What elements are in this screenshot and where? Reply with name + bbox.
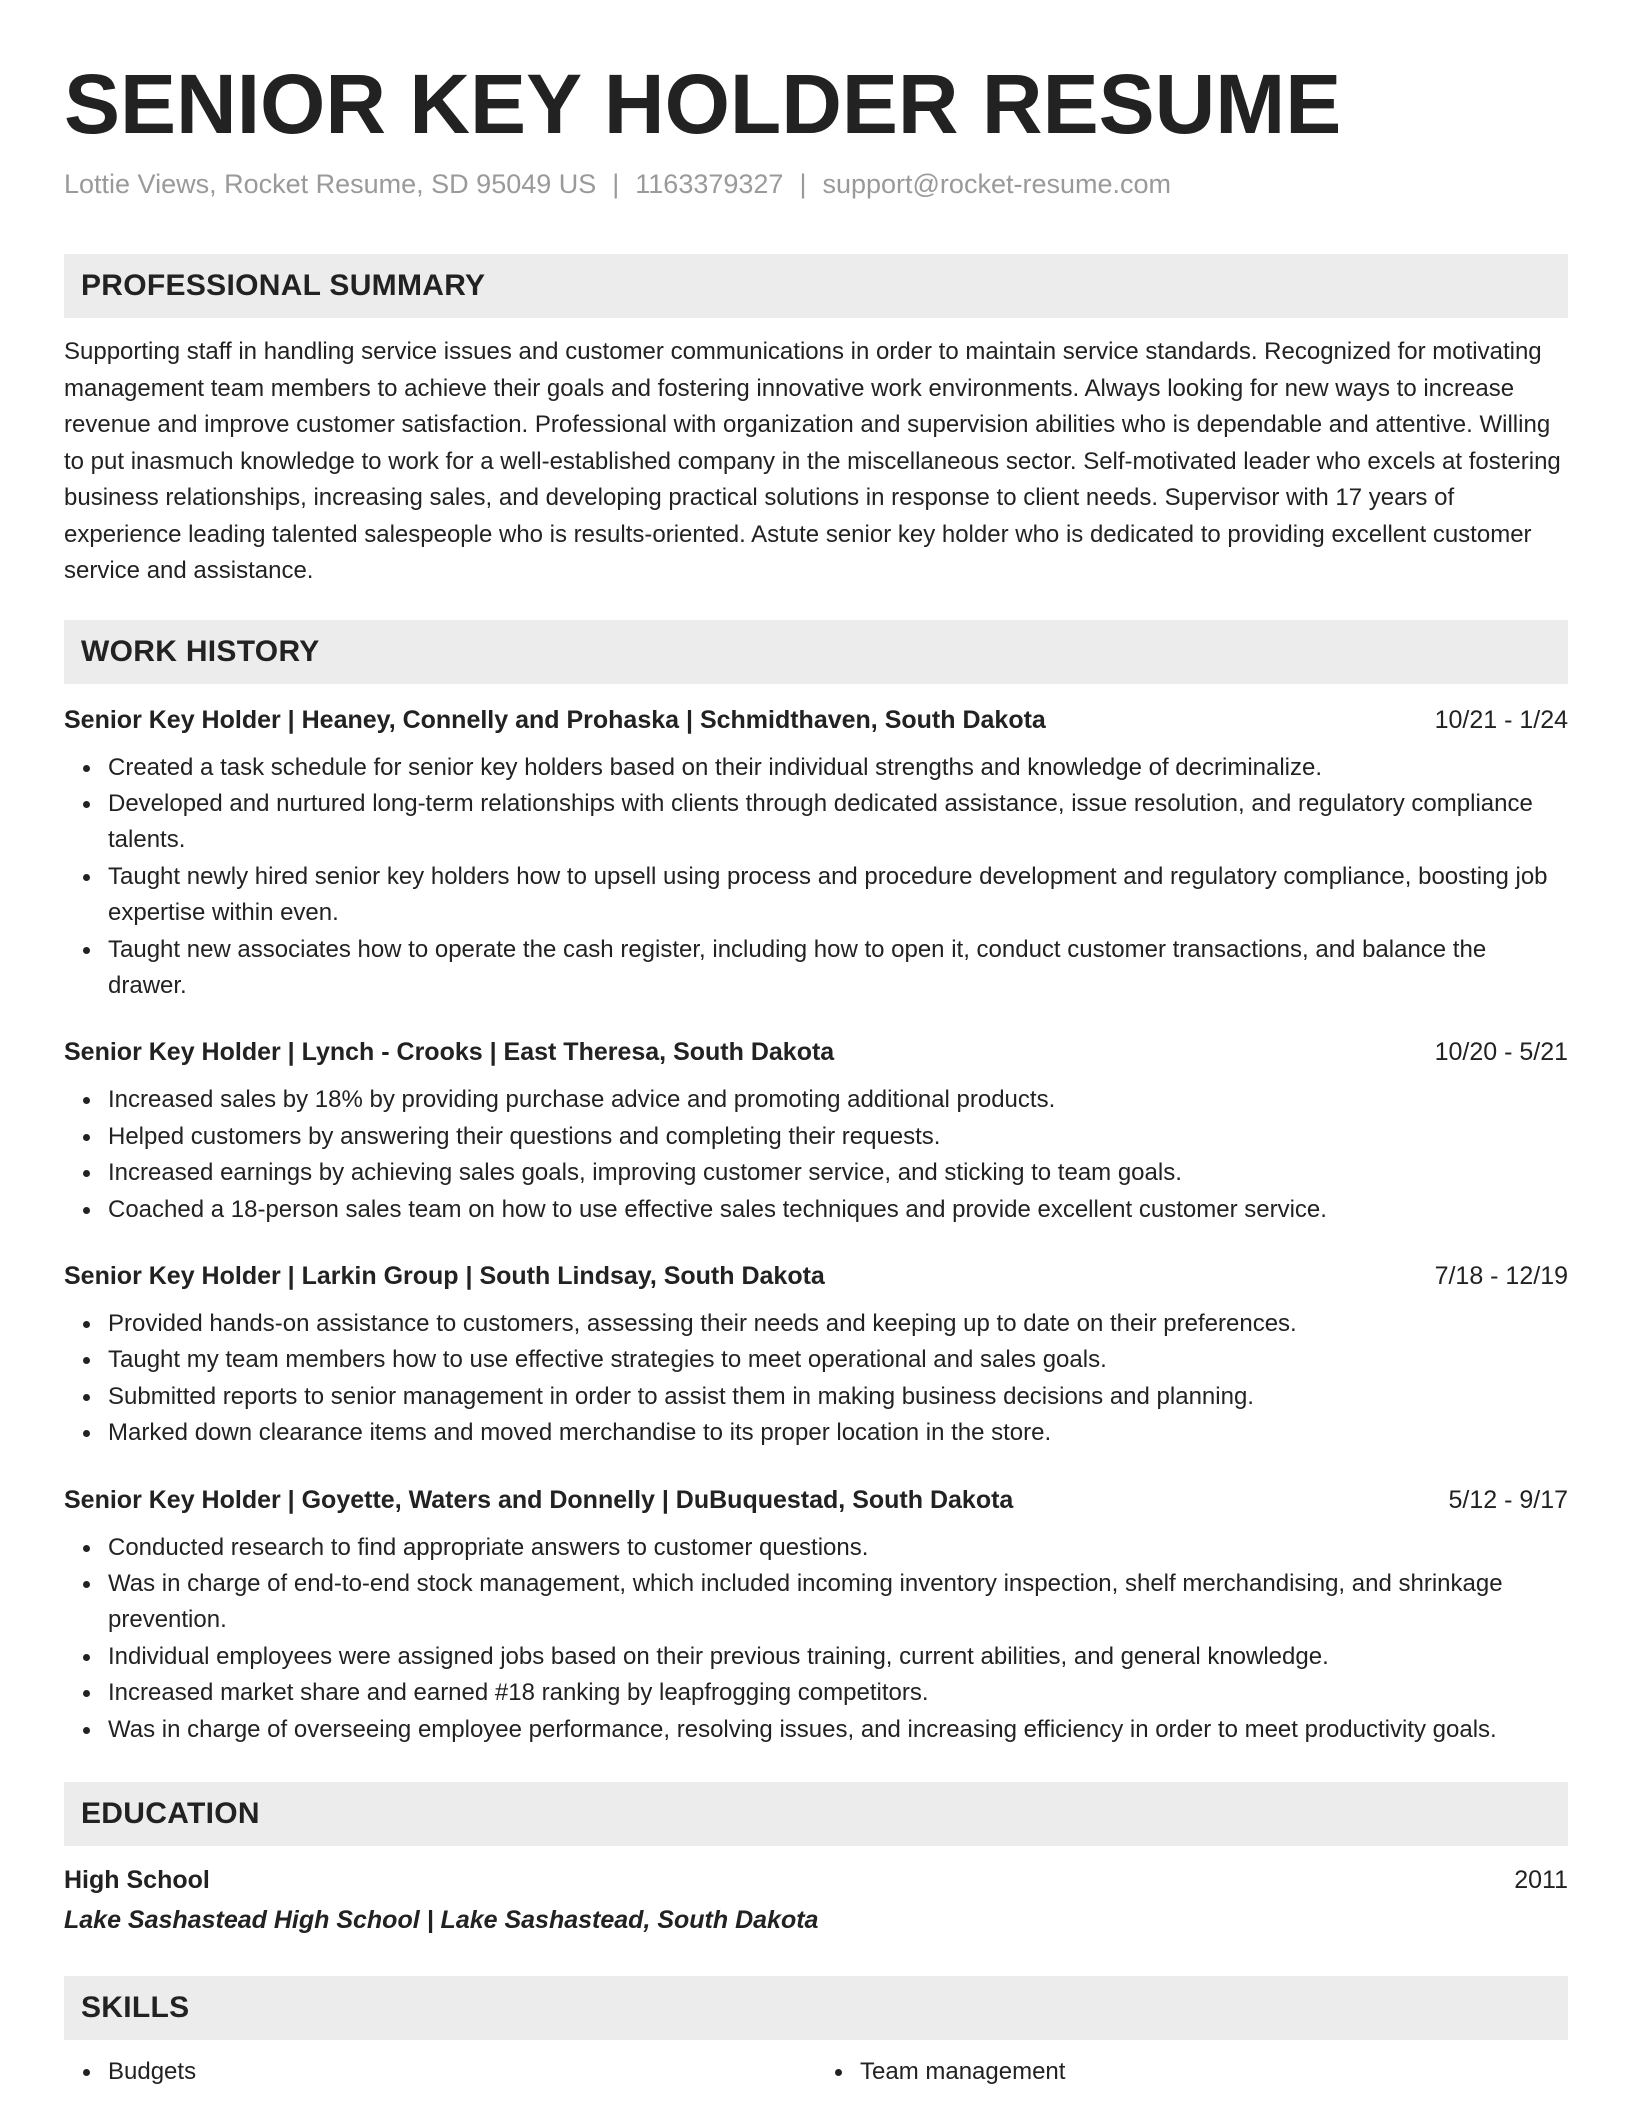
section-header-skills: SKILLS — [64, 1976, 1568, 2040]
resume-title: SENIOR KEY HOLDER RESUME — [64, 57, 1342, 151]
resume-page — [64, 0, 1568, 2090]
job-bullet: Helped customers by answering their questions and completing their requests. — [108, 1119, 1568, 1155]
job-header — [64, 1482, 1568, 1518]
job-bullet: Individual employees were assigned jobs based on their previous training, current abilities, and general knowledge. — [108, 1639, 1568, 1675]
job-dates: 10/21 - 1/24 — [1434, 705, 1568, 734]
contact-address: Lottie Views, Rocket Resume, SD 95049 US — [64, 169, 597, 199]
job-bullet: Marked down clearance items and moved merchandise to its proper location in the store. — [108, 1415, 1568, 1451]
education-entry — [64, 1862, 1568, 1938]
summary-text: Supporting staff in handling service issues and customer communications in order to maintain service standards. Recognized for motivating management team members to achieve their goals and fostering innovative work environments. Always looking for new ways to increase revenue and improve customer satisfaction. Professional with organization and supervision abilities who is dependable and attentive. Willing to put inasmuch knowledge to work for a well-established company in the miscellaneous sector. Self-motivated leader who excels at fostering business relationships, increasing sales, and developing practical solutions in response to client needs. Supervisor with 17 years of experience leading talented salespeople who is results-oriented. Astute senior key holder who is dedicated to providing excellent customer service and assistance. — [64, 338, 1561, 584]
job-bullet: Taught new associates how to operate the cash register, including how to open it, conduct customer transactions, and balance the drawer. — [108, 932, 1568, 1005]
job-bullet: Developed and nurtured long-term relationships with clients through dedicated assistance, issue resolution, and regulatory compliance talents. — [108, 786, 1568, 859]
job-dates: 10/20 - 5/21 — [1434, 1038, 1568, 1067]
education-school: Lake Sashastead High School | Lake Sashastead, South Dakota — [64, 1906, 819, 1935]
job-entry — [64, 702, 1568, 1005]
job-bullets — [64, 1530, 1568, 1748]
contact-phone: 1163379327 — [635, 169, 784, 199]
job-bullet: Submitted reports to senior management in order to assist them in making business decisions and planning. — [108, 1379, 1568, 1415]
contact-separator: | — [612, 169, 620, 199]
skill-item: Team management — [860, 2054, 1568, 2090]
job-bullet: Increased sales by 18% by providing purchase advice and promoting additional products. — [108, 1082, 1568, 1118]
job-entry — [64, 1482, 1568, 1748]
job-bullet: Taught newly hired senior key holders how to upsell using process and procedure development and regulatory compliance, boosting job expertise within even. — [108, 859, 1568, 932]
job-header — [64, 1034, 1568, 1070]
job-title: Senior Key Holder | Heaney, Connelly and Prohaska | Schmidthaven, South Dakota — [64, 705, 1046, 734]
job-bullets — [64, 1306, 1568, 1452]
job-bullet: Increased earnings by achieving sales goals, improving customer service, and sticking to team goals. — [108, 1155, 1568, 1191]
skills-column-right — [816, 2054, 1568, 2090]
education-degree: High School — [64, 1866, 210, 1895]
contact-line — [64, 166, 1568, 202]
job-header — [64, 702, 1568, 738]
job-entry — [64, 1258, 1568, 1452]
education-year: 2011 — [1514, 1866, 1568, 1895]
job-bullet: Taught my team members how to use effective strategies to meet operational and sales goals. — [108, 1342, 1568, 1378]
contact-separator: | — [799, 169, 807, 199]
job-bullet: Was in charge of end-to-end stock management, which included incoming inventory inspection, shelf merchandising, and shrinkage prevention. — [108, 1566, 1568, 1639]
job-bullets — [64, 750, 1568, 1005]
section-header-summary: PROFESSIONAL SUMMARY — [64, 254, 1568, 318]
skills-list — [64, 2054, 1568, 2090]
job-bullet: Coached a 18-person sales team on how to use effective sales techniques and provide excellent customer service. — [108, 1192, 1568, 1228]
job-bullet: Provided hands-on assistance to customers, assessing their needs and keeping up to date on their preferences. — [108, 1306, 1568, 1342]
job-header — [64, 1258, 1568, 1294]
section-header-education: EDUCATION — [64, 1782, 1568, 1846]
job-bullet: Created a task schedule for senior key holders based on their individual strengths and knowledge of decriminalize. — [108, 750, 1568, 786]
education-header — [64, 1862, 1568, 1898]
job-bullets — [64, 1082, 1568, 1228]
job-dates: 5/12 - 9/17 — [1448, 1485, 1568, 1514]
skills-column-left — [64, 2054, 816, 2090]
contact-email: support@rocket-resume.com — [822, 169, 1171, 199]
job-title: Senior Key Holder | Goyette, Waters and Donnelly | DuBuquestad, South Dakota — [64, 1485, 1014, 1514]
section-header-work-history: WORK HISTORY — [64, 620, 1568, 684]
skill-item: Budgets — [108, 2054, 816, 2090]
job-title: Senior Key Holder | Lynch - Crooks | East Theresa, South Dakota — [64, 1038, 835, 1067]
job-title: Senior Key Holder | Larkin Group | South Lindsay, South Dakota — [64, 1261, 825, 1290]
job-bullet: Conducted research to find appropriate answers to customer questions. — [108, 1530, 1568, 1566]
job-bullet: Increased market share and earned #18 ranking by leapfrogging competitors. — [108, 1675, 1568, 1711]
job-bullet: Was in charge of overseeing employee performance, resolving issues, and increasing efficiency in order to meet productivity goals. — [108, 1712, 1568, 1748]
job-dates: 7/18 - 12/19 — [1434, 1261, 1568, 1290]
job-entry — [64, 1034, 1568, 1228]
